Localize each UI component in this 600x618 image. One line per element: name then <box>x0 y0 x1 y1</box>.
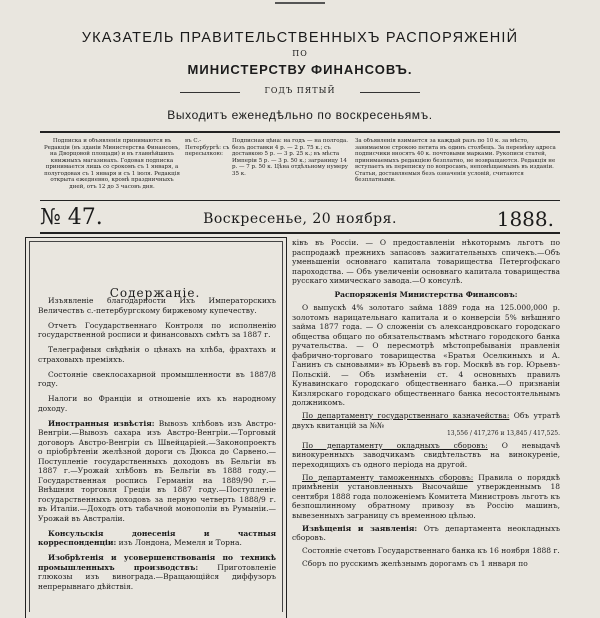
customs-text: Правила о порядкѣ примѣненія установленныхъ Высочайше утвержденнымъ 18 сентября 1888 года положеніемъ Комитета Министровъ льготъ къ безпошлинному обратному привозу въ Россію машинъ, вывезенныхъ заграницу съ временною цѣлью. <box>292 472 560 520</box>
header-rule-bottom <box>40 200 560 201</box>
publication-frequency: Выходитъ еженедѣльно по воскресеньямъ. <box>167 108 433 122</box>
notices-text: Отъ департамента неокладныхъ сборовъ. <box>292 523 561 542</box>
masthead-po: ПО <box>292 49 308 58</box>
frac1-bottom: 417,276 <box>473 430 499 437</box>
subscription-info: Подписка и объявленія принимаются въ Редакціи (въ зданіи Министерства Финансовъ, на Дворцовой площади) и въ главнѣйшихъ книжныхъ магазинахъ. Годовая подписка принимается лишь со срокомъ съ 1 января, а полугодовая съ 1 января и съ 1 іюля. Редакція открыта ежедневно, кромѣ праздничныхъ дней, отъ 12 до 3 часовъ дня. <box>43 138 181 190</box>
frac2-top: 13,845 <box>506 430 528 437</box>
frac2-bottom: 417,525. <box>533 430 560 437</box>
contents-item: Состояніе свеклосахарной промышленности въ 1887/8 году. <box>38 369 276 388</box>
issue-number: № 47. <box>40 205 103 230</box>
right-column <box>292 238 560 572</box>
right-paragraph: ківъ въ Россіи. — О предоставленіи нѣкоторымъ льготъ по распродажѣ прежнихъ запасовъ зажигательныхъ спичекъ.—Объ уменьшеніи основнаго капитала товарищества Петергофскаго пароходства. — Объ увеличеніи основнаго капитала товарищества русскаго химическаго завода.—О консулѣ. <box>292 238 560 285</box>
contents-item: Налоги во Франціи и отношеніе ихъ къ народному доходу. <box>38 394 276 413</box>
subscription-locations: въ С.-Петербургѣ: съ пересылкою: <box>185 138 230 157</box>
year-divider <box>180 86 420 98</box>
issue-date: Воскресенье, 20 ноября. <box>203 211 397 227</box>
fees-text: О невыдачѣ винокуренныхъ заводчикамъ свидѣтельствъ на винокуреніе, переходящихъ съ одного періода на другой. <box>292 440 561 469</box>
contents-item <box>38 529 276 548</box>
consular-text: изъ Лондона, Мемеля и Торна. <box>118 538 242 547</box>
frac-and: и <box>500 430 505 437</box>
right-paragraph: Состояніе счетовъ Государственнаго банка къ 16 ноября 1888 г. <box>302 546 560 555</box>
top-ornament-rule <box>275 2 325 4</box>
consular-label: Консульскія донесенія и частныя корреспонденціи: <box>38 528 276 547</box>
treasury-label: По департаменту государственнаго казначейства: <box>302 411 510 420</box>
header-rule-top <box>40 131 560 133</box>
right-paragraph <box>292 524 560 543</box>
contents-item <box>38 419 276 524</box>
inventions-text: Приготовленіе глюкозы изъ винограда.—Вращающійся диффузоръ непрерывнаго дѣйствія. <box>38 562 277 591</box>
fees-label: По департаменту окладныхъ сборовъ: <box>302 440 488 450</box>
contents-list <box>38 296 276 597</box>
right-paragraph <box>292 473 560 521</box>
ministry-orders-heading: Распоряженія Министерства Финансовъ: <box>334 289 518 299</box>
masthead-ministry: МИНИСТЕРСТВУ ФИНАНСОВЪ. <box>187 62 413 77</box>
year-label: ГОДЪ ПЯТЫЙ <box>264 86 336 95</box>
receipt-numbers: 13,556 / 417,276 и 13,845 / 417,525. <box>446 430 560 437</box>
frac1-top: 13,556 <box>446 430 468 437</box>
contents-item <box>38 553 276 591</box>
contents-heading: Содержаніе. <box>109 286 201 300</box>
contents-item: Отчетъ Государственнаго Контроля по исполненію государственной росписи и финансовыхъ смѣтъ за 1887 г. <box>38 320 276 339</box>
notices-label: Извѣщенія и заявленія: <box>302 523 418 533</box>
treasury-text: Объ утратѣ двухъ квитанцій за №№ <box>292 411 560 430</box>
foreign-news-label: Иностранныя извѣстія: <box>48 418 155 428</box>
right-paragraph: О выпускѣ 4% золотаго займа 1889 года на 125.000,000 р. золотомъ нарицательнаго капитала и о конверсіи 5% внѣшняго займа 1877 года. — О сложеніи съ александровскаго городскаго общества общаго по обязательствамъ мѣстнаго городского банка ручательства. — О пересмотрѣ мѣстопребыванія правленія фабрично-торговаго товарищества «Братья Оселкиныхъ и А. Ганинъ съ сыновьями» въ Юрьевѣ въ гор. Москвѣ въ гор. Юрьевъ-Польскій. — Объ измѣненіи ст. 4 основныхъ правилъ Кунавинскаго городскаго общественнаго банка.—О признаніи Кизлярскаго городскаго общественнаго банка несостоятельнымъ должникомъ. <box>292 303 560 407</box>
foreign-news-text: Вывозъ хлѣбовъ изъ Австро-Венгріи.—Вывозъ сахара изъ Австро-Венгріи.—Торговый договоръ Австро-Венгріи съ Швейцаріей.—Законопроектъ о пріобрѣтеніи желѣзной дороги съ Дюкса до Сарвено.—Поступленіе государственныхъ доходовъ въ Бельгіи въ 1887 г.—Урожай хлѣбовъ въ Бельгіи въ 1888 году.—Государственная роспись Германіи на 1889/90 г.—Внѣшняя торговля Греціи въ 1887 году.—Поступленіе государственныхъ доходовъ за первую четверть 1888/9 г. въ Италіи.—Доходъ отъ табачной монополіи въ Румыніи.—Урожай въ Австраліи. <box>38 418 276 523</box>
right-paragraph <box>292 411 560 437</box>
contents-item: Изъявленіе благодарности Ихъ Императорскихъ Величествъ с.-петербургскому биржевому купечеству. <box>38 296 276 315</box>
right-paragraph: Сборъ по русскимъ желѣзнымъ дорогамъ съ 1 января по <box>302 559 528 568</box>
issue-year: 1888. <box>496 207 554 231</box>
customs-label: По департаменту таможенныхъ сборовъ: <box>302 472 474 482</box>
issue-rule <box>40 232 560 234</box>
year-rule-right <box>360 92 420 93</box>
contents-item: Телеграфныя свѣдѣнія о цѣнахъ на хлѣба, фрахтахъ и страховыхъ преміяхъ. <box>38 345 276 364</box>
subscription-prices: Подписная цѣна: на годъ — на полгода. безъ доставки 4 р. — 2 р. 75 к.; съ доставкою 5 р. — 3 р. 25 к.; въ мѣста Имперіи 5 р. — 3 р. 50 к.; заграницу 14 р. — 7 р. 50 к. Цѣна отдѣльному нумеру 35 к. <box>232 138 349 177</box>
inventions-label: Изобрѣтенія и усовершенствованія по техникѣ промышленныхъ производствъ: <box>38 553 276 572</box>
advertising-terms: За объявленія взимается за каждый разъ по 10 к. за мѣсто, занимаемое строкою петита въ одинъ столбецъ. За перемѣну адреса подписчики вносятъ 40 к. почтовыми марками. Рукописи статей, принимаемыхъ редакціею безплатно, не возвращаются. Редакція не вступаетъ въ переписку по вопросамъ, непомѣщаемымъ въ изданіи. Статьи, доставляемыя безъ означенія условій, считаются безплатными. <box>355 138 556 183</box>
right-paragraph <box>292 441 560 470</box>
masthead-title: УКАЗАТЕЛЬ ПРАВИТЕЛЬСТВЕННЫХЪ РАСПОРЯЖЕНІЙ <box>81 30 519 46</box>
